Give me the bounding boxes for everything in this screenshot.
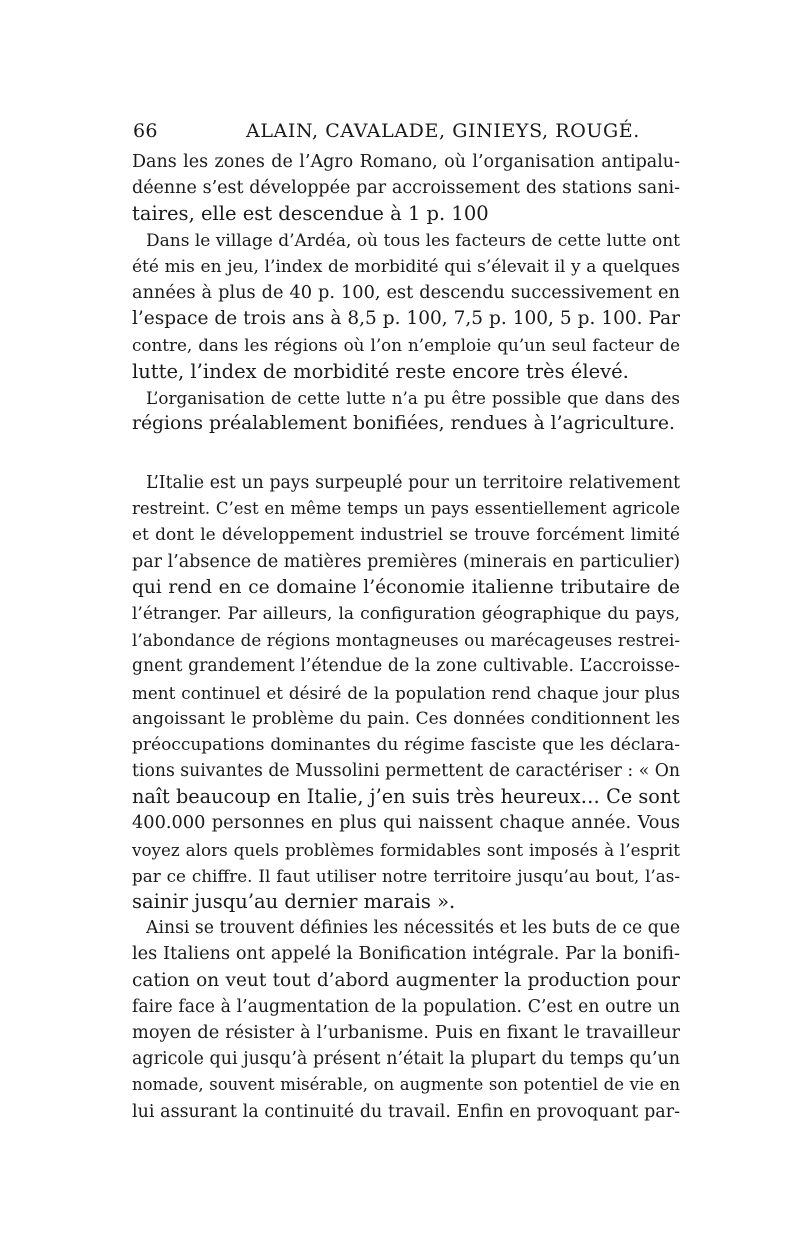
text-line: nomade, souvent misérable, on augmente son potentiel de vie en — [132, 1075, 680, 1095]
body-section-italy — [132, 470, 680, 1125]
running-head — [133, 120, 683, 146]
text-line: déenne s’est développée par accroissement des stations sani- — [132, 178, 680, 199]
text-line: L’Italie est un pays surpeuplé pour un territoire relativement — [146, 473, 680, 493]
page-number: 66 — [133, 120, 158, 142]
text-line: lui assurant la continuité du travail. Enfin en provoquant par- — [132, 1101, 680, 1122]
text-line: Ainsi se trouvent définies les nécessités et les buts de ce que — [146, 918, 681, 939]
running-title: ALAIN, CAVALADE, GINIEYS, ROUGÉ. — [246, 120, 640, 142]
text-line: agricole qui jusqu’à présent n’était la plupart du temps qu’un — [132, 1049, 680, 1070]
text-line: par l’absence de matières premières (minerais en particulier) — [132, 551, 681, 572]
text-line: ment continuel et désiré de la population rend chaque jour plus — [132, 682, 680, 703]
text-line: faire face à l’augmentation de la population. C’est en outre un — [132, 996, 680, 1017]
text-line: qui rend en ce domaine l’économie italienne tributaire de — [132, 576, 680, 598]
text-line: contre, dans les régions où l’on n’emploie qu’un seul facteur de — [132, 335, 680, 356]
text-line: voyez alors quels problèmes formidables sont imposés à l’esprit — [132, 839, 680, 860]
text-line: été mis en jeu, l’index de morbidité qui s’élevait il y a quelques — [132, 256, 680, 277]
text-line: tions suivantes de Mussolini permettent de caractériser : « On — [132, 761, 680, 782]
text-line: gnent grandement l’étendue de la zone cultivable. L’accroisse- — [132, 656, 680, 677]
text-line: restreint. C’est en même temps un pays essentiellement agricole — [132, 499, 680, 519]
text-line: lutte, l’index de morbidité reste encore très élevé. — [132, 359, 629, 383]
text-line: et dont le développement industriel se trouve forcément limité — [132, 525, 680, 546]
text-line: Dans le village d’Ardéa, où tous les facteurs de cette lutte ont — [146, 230, 680, 251]
text-line: cation on veut tout d’abord augmenter la production pour — [132, 969, 680, 991]
text-line: taires, elle est descendue à 1 p. 100 — [132, 202, 489, 226]
text-line: moyen de résister à l’urbanisme. Puis en fixant le travailleur — [132, 1022, 680, 1043]
text-line: Dans les zones de l’Agro Romano, où l’organisation antipalu- — [132, 152, 680, 172]
text-line: régions préalablement bonifiées, rendues à l’agriculture. — [132, 412, 675, 434]
text-line: angoissant le problème du pain. Ces données conditionnent les — [132, 708, 680, 729]
text-line: par ce chiffre. Il faut utiliser notre territoire jusqu’au bout, l’as- — [132, 865, 680, 886]
text-line: l’abondance de régions montagneuses ou marécageuses restrei- — [132, 630, 680, 651]
text-line: 400.000 personnes en plus qui naissent chaque année. Vous — [132, 813, 680, 834]
body-section-malaria — [132, 149, 680, 437]
text-line: l’espace de trois ans à 8,5 p. 100, 7,5 p. 100, 5 p. 100. Par — [132, 308, 680, 330]
text-line: préoccupations dominantes du régime fasciste que les déclara- — [132, 734, 680, 755]
text-line: sainir jusqu’au dernier marais ». — [132, 890, 456, 913]
text-line: années à plus de 40 p. 100, est descendu successivement en — [132, 282, 680, 303]
text-line: les Italiens ont appelé la Bonification intégrale. Par la bonifi- — [132, 944, 680, 965]
text-line: naît beaucoup en Italie, j’en suis très heureux… Ce sont — [132, 785, 680, 809]
text-line: L’organisation de cette lutte n’a pu être possible que dans des — [146, 387, 680, 408]
text-line: l’étranger. Par ailleurs, la configuration géographique du pays, — [132, 603, 680, 624]
